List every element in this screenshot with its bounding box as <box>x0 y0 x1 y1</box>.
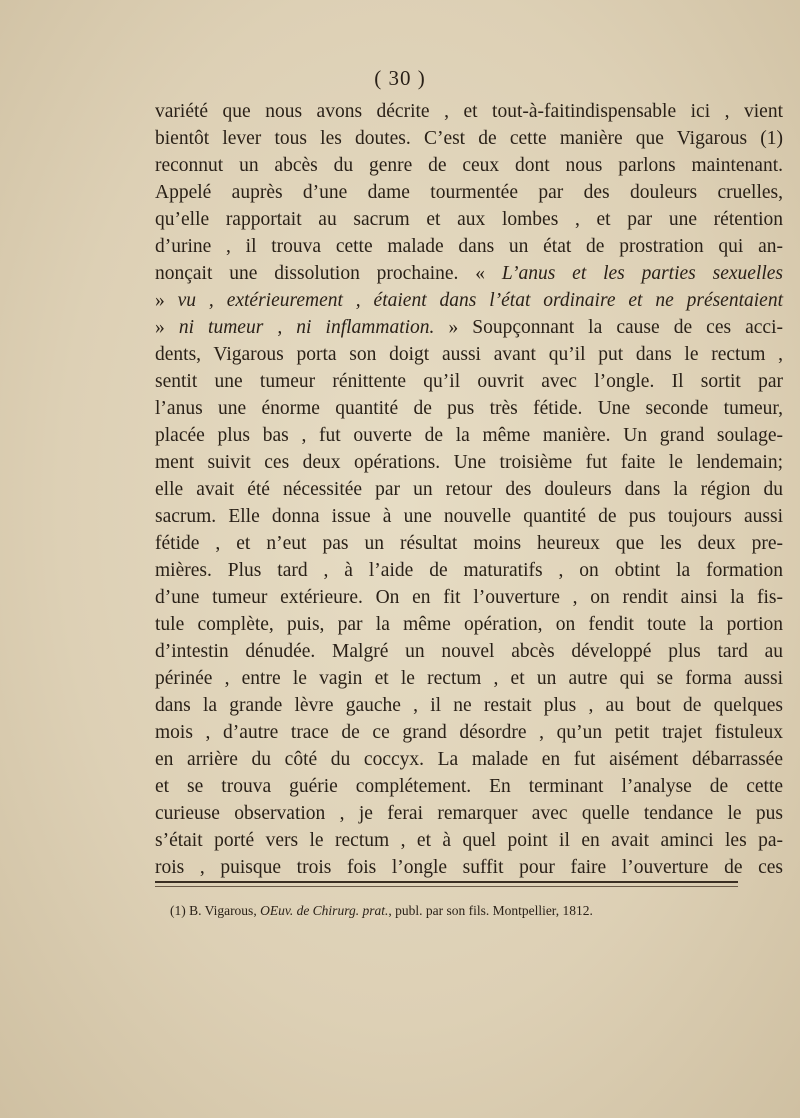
quote-mark: » <box>155 317 179 338</box>
text-line: bientôt lever tous les doutes. C’est de cette manière que Vigarous (1) <box>155 128 783 149</box>
italic-quote: ni tumeur , ni inflammation. <box>178 317 435 338</box>
text-line: reconnut un abcès du genre de ceux dont nous parlons maintenant. <box>155 155 783 176</box>
text-line-mixed <box>155 287 783 314</box>
text-line: sentit une tumeur rénittente qu’il ouvrit avec l’ongle. Il sortit par <box>155 371 783 392</box>
text-line: et se trouva guérie complétement. En terminant l’analyse de cette <box>155 776 783 797</box>
text-line: périnée , entre le vagin et le rectum , et un autre qui se forma aussi <box>155 668 783 689</box>
body-text <box>155 98 783 881</box>
text-line: elle avait été nécessitée par un retour des douleurs dans la région du <box>155 479 783 500</box>
text-line: d’urine , il trouva cette malade dans un état de prostration qui an- <box>155 236 783 257</box>
quote-mark: » <box>155 290 178 311</box>
italic-quote: L’anus et les parties sexuelles <box>501 263 783 284</box>
footnote-rule <box>155 881 738 883</box>
text-line: rois , puisque trois fois l’ongle suffit pour faire l’ouverture de ces <box>155 857 783 878</box>
text-line: tule complète, puis, par la même opération, on fendit toute la portion <box>155 614 783 635</box>
footnote-rest: , publ. par son fils. Montpellier, 1812. <box>388 903 593 918</box>
text-line: qu’elle rapportait au sacrum et aux lombes , et par une rétention <box>155 209 783 230</box>
text-line: d’intestin dénudée. Malgré un nouvel abcès développé plus tard au <box>155 641 783 662</box>
text-segment: » Soupçonnant la cause de ces acci- <box>434 317 783 338</box>
footnote-rule-thin <box>155 886 738 887</box>
text-line: l’anus une énorme quantité de pus très fétide. Une seconde tumeur, <box>155 398 783 419</box>
text-line: en arrière du côté du coccyx. La malade en fut aisément débarrassée <box>155 749 783 770</box>
text-line-mixed <box>155 260 783 287</box>
footnote-marker: (1) <box>170 903 186 918</box>
text-line: sacrum. Elle donna issue à une nouvelle quantité de pus toujours aussi <box>155 506 783 527</box>
text-line: curieuse observation , je ferai remarquer avec quelle tendance le pus <box>155 803 783 824</box>
text-segment: nonçait une dissolution prochaine. « <box>155 263 486 284</box>
page-number: ( 30 ) <box>374 66 426 90</box>
italic-quote: vu , extérieurement , étaient dans l’état ordinaire et ne présentaient <box>177 290 783 311</box>
text-line: dans la grande lèvre gauche , il ne restait plus , au bout de quelques <box>155 695 783 716</box>
text-line: d’une tumeur extérieure. On en fit l’ouverture , on rendit ainsi la fis- <box>155 587 783 608</box>
text-line: placée plus bas , fut ouverte de la même manière. Un grand soulage- <box>155 425 783 446</box>
footnote-author: B. Vigarous, <box>189 903 257 918</box>
text-line: Appelé auprès d’une dame tourmentée par des douleurs cruelles, <box>155 182 783 203</box>
text-line: fétide , et n’eut pas un résultat moins heureux que les deux pre- <box>155 533 783 554</box>
text-line: variété que nous avons décrite , et tout-à-faitindispensable ici , vient <box>155 101 783 122</box>
footnote <box>170 903 593 919</box>
text-line: mois , d’autre trace de ce grand désordre , qu’un petit trajet fistuleux <box>155 722 783 743</box>
text-line-mixed <box>155 314 783 341</box>
text-line: ment suivit ces deux opérations. Une troisième fut faite le lendemain; <box>155 452 783 473</box>
text-line: mières. Plus tard , à l’aide de maturatifs , on obtint la formation <box>155 560 783 581</box>
text-line: s’était porté vers le rectum , et à quel point il en avait aminci les pa- <box>155 830 783 851</box>
footnote-title: OEuv. de Chirurg. prat. <box>260 903 389 918</box>
text-line: dents, Vigarous porta son doigt aussi avant qu’il put dans le rectum , <box>155 344 783 365</box>
